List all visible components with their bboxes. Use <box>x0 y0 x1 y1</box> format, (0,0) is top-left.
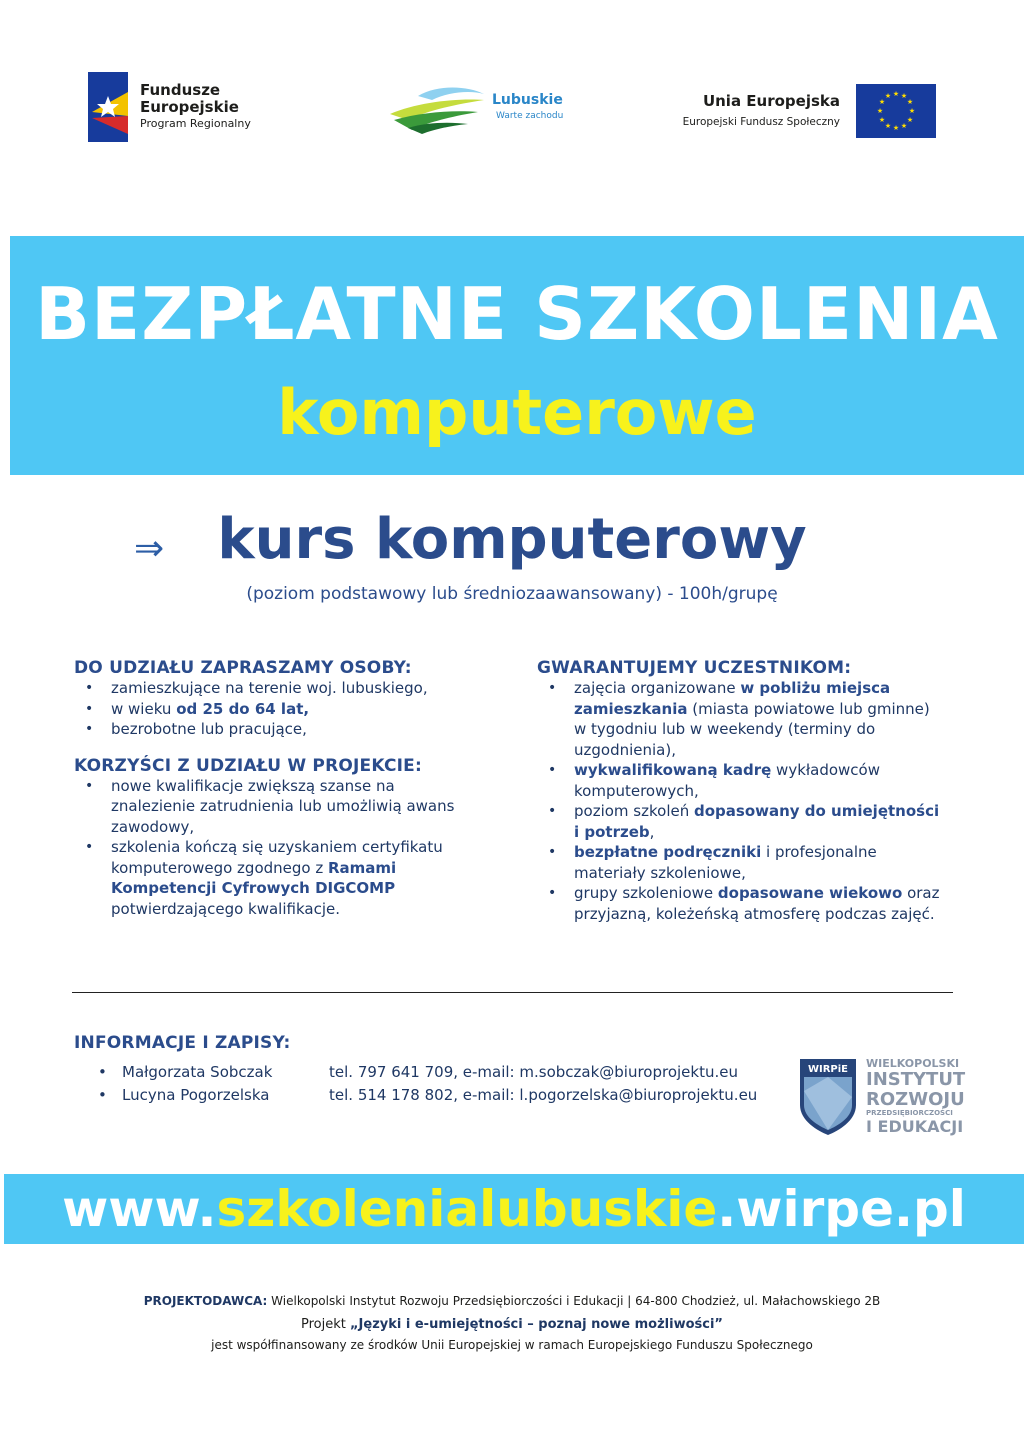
fe-line2: Europejskie <box>140 98 239 116</box>
list-item: • szkolenia kończą się uzyskaniem certyfikatu komputerowego zgodnego z Ramami Kompetencji Cyfrowych DIGCOMP potwierdzającego kwalifikacje. <box>74 837 474 919</box>
svg-text:★: ★ <box>884 122 892 130</box>
list-item: • wykwalifikowaną kadrę wykładowców komputerowych, <box>537 760 942 801</box>
benefits-heading: KORZYŚCI Z UDZIAŁU W PROJEKCIE: <box>74 755 422 776</box>
unia-europejska-logo <box>672 84 936 140</box>
svg-text:★: ★ <box>892 124 900 132</box>
svg-text:★: ★ <box>906 116 914 124</box>
list-item: • grupy szkoleniowe dopasowane wiekowo oraz przyjazną, koleżeńską atmosferę podczas zajęć. <box>537 883 942 924</box>
contact-details[interactable]: tel. 797 641 709, e-mail: m.sobczak@biuroprojektu.eu <box>329 1063 738 1081</box>
contact-details[interactable]: tel. 514 178 802, e-mail: l.pogorzelska@biuroprojektu.eu <box>329 1086 758 1104</box>
course-detail: (poziom podstawowy lub średniozaawansowany) - 100h/grupę <box>246 584 778 604</box>
benefits-list <box>74 776 474 920</box>
contact-row <box>98 1061 798 1084</box>
contact-row <box>98 1084 798 1107</box>
guarantee-list <box>537 678 942 924</box>
svg-text:★: ★ <box>878 116 886 124</box>
list-item: • zamieszkujące na terenie woj. lubuskiego, <box>74 678 494 699</box>
invite-list <box>74 678 494 740</box>
fe-line3: Program Regionalny <box>140 117 251 130</box>
contact-name: Lucyna Pogorzelska <box>122 1086 270 1104</box>
svg-text:★: ★ <box>908 107 916 115</box>
lubuskie-logo <box>388 80 578 140</box>
footer-organizer: PROJEKTODAWCA: Wielkopolski Instytut Rozwoju Przedsiębiorczości i Edukacji | 64-800 Chodzież, ul. Małachowskiego 2B <box>143 1294 881 1308</box>
right-column <box>537 658 957 924</box>
wirpe-logo <box>798 1055 968 1139</box>
course-title: kurs komputerowy <box>217 507 807 572</box>
lubuskie-tagline: Warte zachodu <box>496 111 564 121</box>
lubuskie-wave-icon <box>388 84 492 136</box>
bullet-icon: • <box>98 1063 107 1081</box>
fundusze-europejskie-logo <box>88 72 278 142</box>
svg-text:★: ★ <box>878 98 886 106</box>
ue-subtitle: Europejski Fundusz Społeczny <box>682 116 840 128</box>
info-heading: INFORMACJE I ZAPISY: <box>74 1033 291 1053</box>
arrow-right-icon: ⇒ <box>134 528 165 569</box>
wirpe-badge: WIRPiE <box>807 1064 849 1075</box>
svg-text:★: ★ <box>900 92 908 100</box>
contact-name: Małgorzata Sobczak <box>122 1063 273 1081</box>
list-item: • bezpłatne podręczniki i profesjonalne materiały szkoleniowe, <box>537 842 942 883</box>
banner-subtitle: komputerowe <box>277 376 757 449</box>
list-item: • poziom szkoleń dopasowany do umiejętności i potrzeb, <box>537 801 942 842</box>
wirpe-l4: PRZEDSIĘBIORCZOŚCI <box>866 1109 953 1117</box>
wirpe-l3: ROZWOJU <box>866 1089 965 1110</box>
website-url[interactable]: www.szkolenialubuskie.wirpe.pl <box>62 1180 966 1238</box>
fe-star-icon <box>88 72 128 142</box>
svg-text:★: ★ <box>876 107 884 115</box>
headline-banner <box>10 236 1024 475</box>
ue-title: Unia Europejska <box>702 92 840 110</box>
svg-text:★: ★ <box>884 92 892 100</box>
footer-project: Projekt „Języki i e-umiejętności – poznaj nowe możliwości” <box>301 1317 723 1332</box>
svg-text:★: ★ <box>900 122 908 130</box>
website-banner <box>4 1174 1024 1244</box>
banner-title: BEZPŁATNE SZKOLENIA <box>35 272 999 356</box>
eu-flag-icon <box>856 84 936 138</box>
svg-text:★: ★ <box>906 98 914 106</box>
wirpe-l2: INSTYTUT <box>866 1069 966 1090</box>
left-column <box>74 658 494 919</box>
fe-line1: Fundusze <box>140 81 221 99</box>
footer-cofinance: jest współfinansowany ze środków Unii Europejskiej w ramach Europejskiego Funduszu Społecznego <box>211 1338 813 1352</box>
list-item: • zajęcia organizowane w pobliżu miejsca zamieszkania (miasta powiatowe lub gminne) w tygodniu lub w weekendy (terminy do uzgodnienia), <box>537 678 942 760</box>
wirpe-l1: WIELKOPOLSKI <box>866 1057 960 1070</box>
wirpe-l5: I EDUKACJI <box>866 1117 964 1136</box>
list-item: • w wieku od 25 do 64 lat, <box>74 699 494 720</box>
list-item: • nowe kwalifikacje zwiększą szanse na znalezienie zatrudnienia lub umożliwią awans zawodowy, <box>74 776 474 838</box>
invite-heading: DO UDZIAŁU ZAPRASZAMY OSOBY: <box>74 658 412 678</box>
svg-text:★: ★ <box>892 90 900 98</box>
bullet-icon: • <box>98 1086 107 1104</box>
guarantee-heading: GWARANTUJEMY UCZESTNIKOM: <box>537 658 852 678</box>
wirpe-shield-icon <box>798 1057 858 1137</box>
contact-list <box>98 1061 798 1107</box>
list-item: • bezrobotne lub pracujące, <box>74 719 494 740</box>
divider <box>72 992 953 993</box>
lubuskie-name: Lubuskie <box>492 92 563 108</box>
